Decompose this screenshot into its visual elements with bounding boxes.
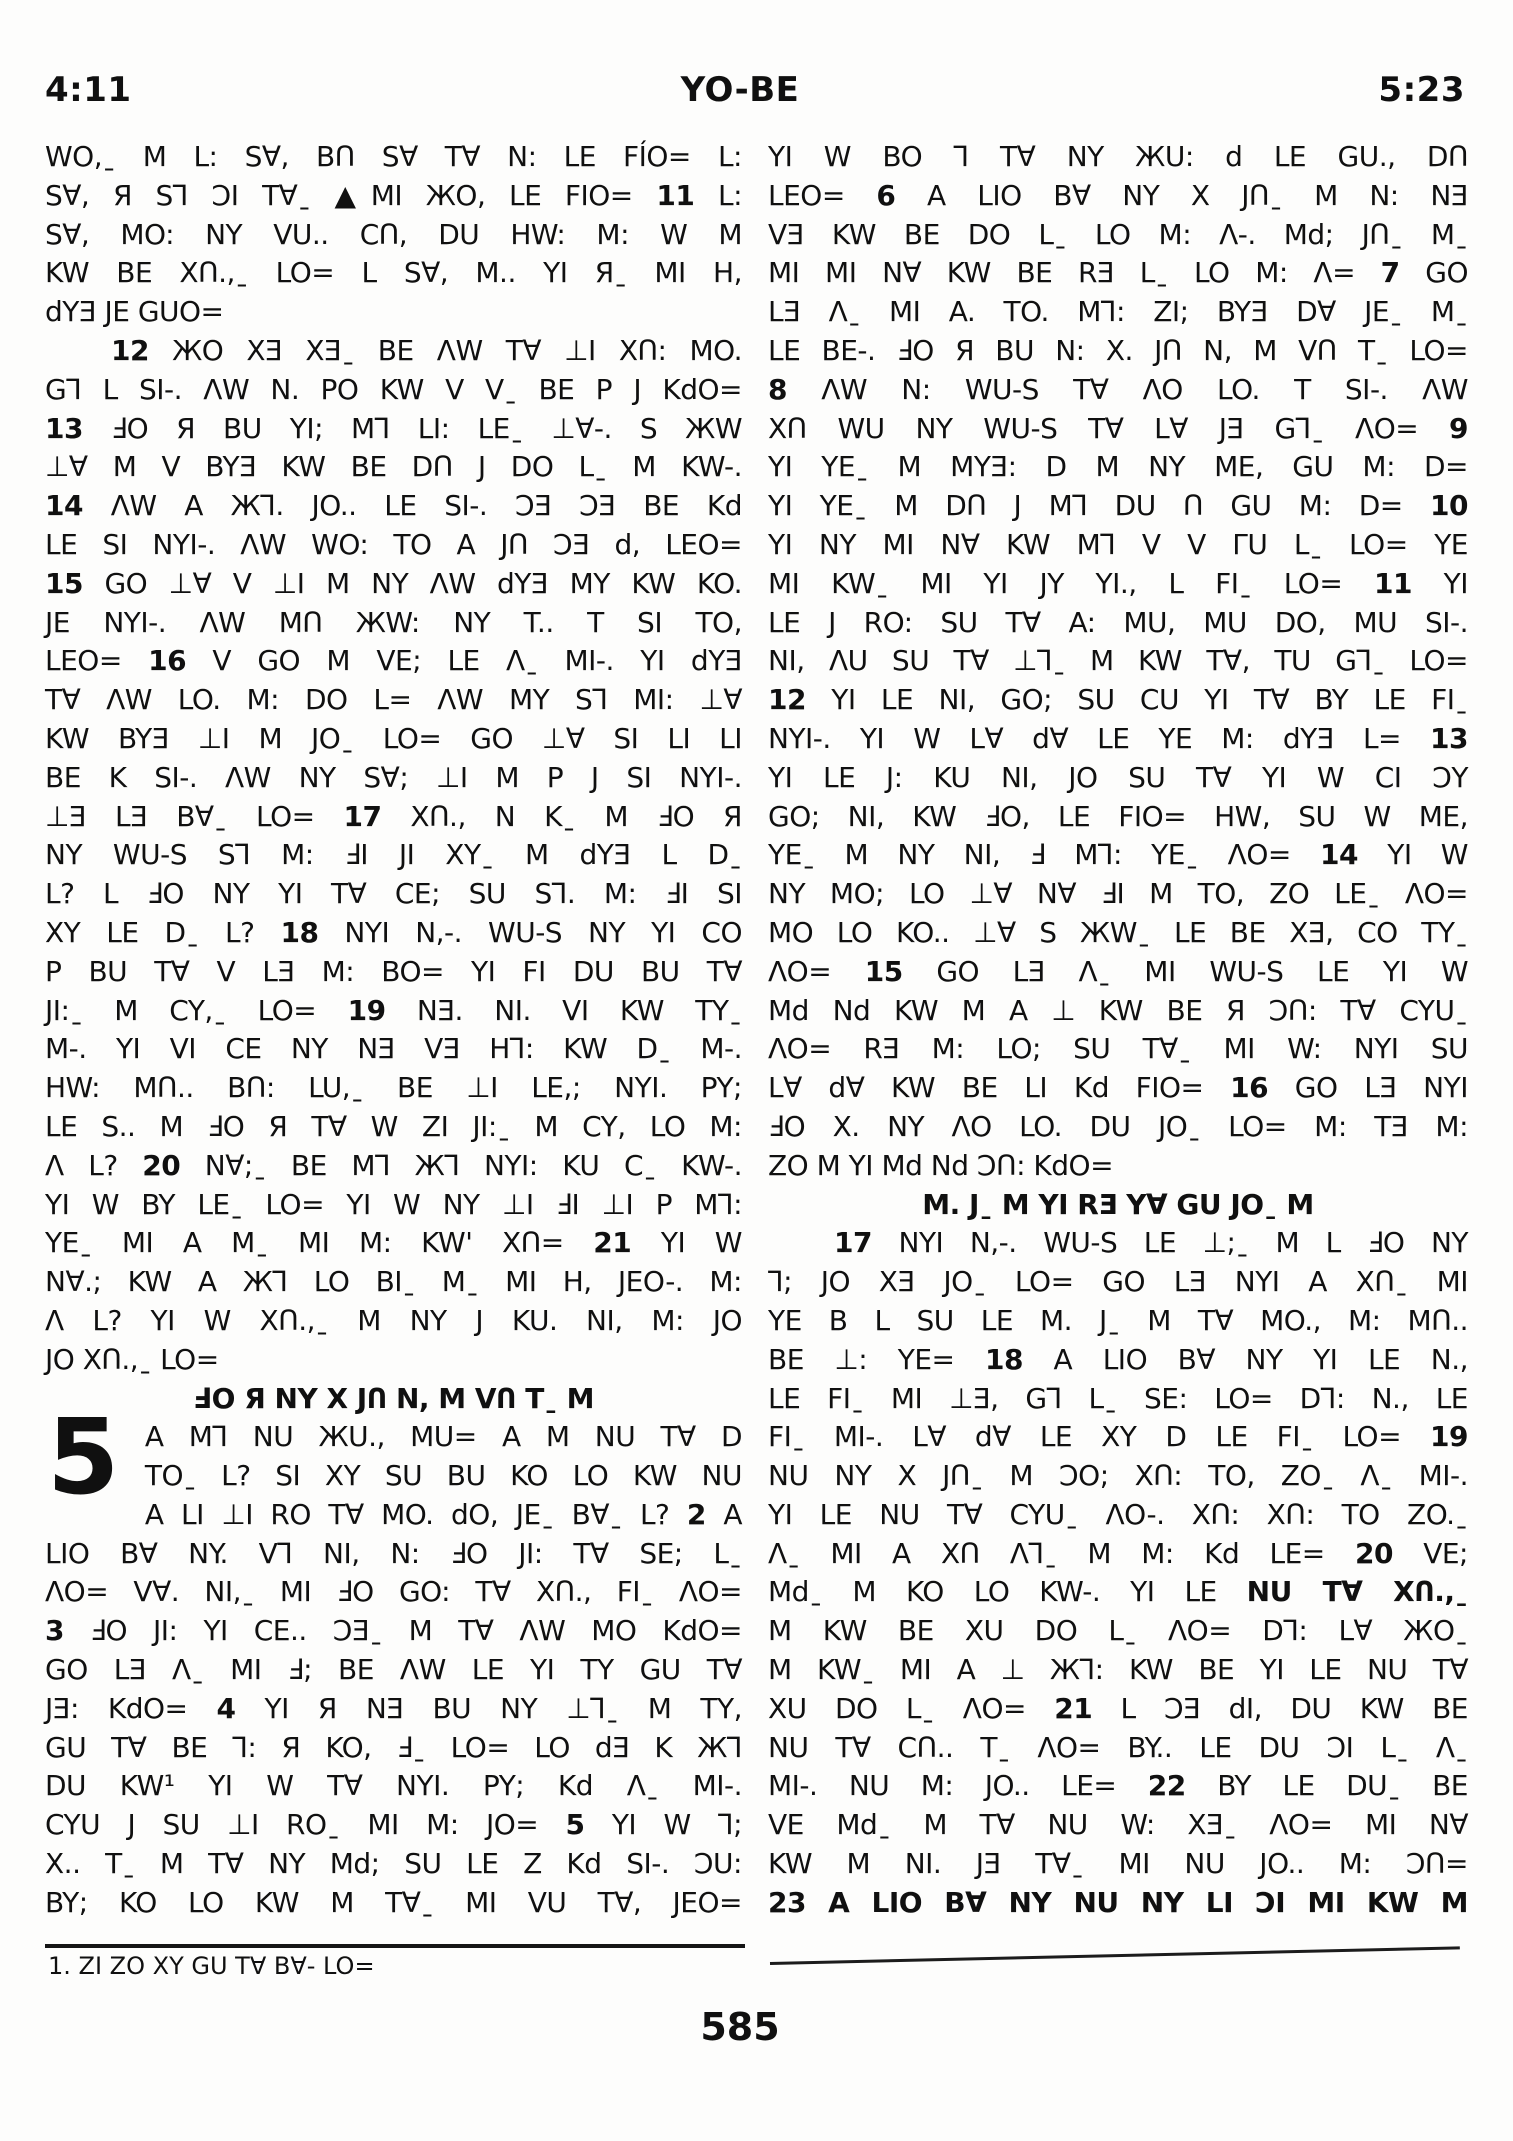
text-line: JƎ: KdO= 4 YI Я NƎ BU NY ⊥⅂ˍ M TY, <box>45 1691 742 1725</box>
text-column-right <box>768 138 1468 1923</box>
text-line: JI:ˍ M CY,ˍ LO= 19 NƎ. NI. VI KW TYˍ <box>45 993 743 1027</box>
text-line: 23 A LIO B∀ NY NU NY LI ƆI MI KW M <box>768 1885 1468 1919</box>
text-line: HW: MՈ.. BՈ: LU,ˍ BE ⊥I LE,; NYI. PY; <box>45 1071 742 1105</box>
text-line: NI, ΛU SU T∀ ⊥⅂ˍ M KW T∀, TU G⅂ˍ LO= <box>768 644 1468 678</box>
text-line: X.. Tˍ M T∀ NY Md; SU LE Z Kd SI-. ƆU: <box>45 1847 742 1881</box>
text-line: YI LE NU T∀ CYUˍ ΛO-. XՈ: XՈ: TO ZO.ˍ <box>768 1497 1468 1531</box>
text-line: Mdˍ M KO LO KW-. YI LE NU T∀ XՈ.,ˍ <box>768 1575 1468 1609</box>
text-line: BE ⊥: YE= 18 A LIO B∀ NY YI LE N., <box>768 1342 1468 1376</box>
text-line: JE NYI-. ΛW MՈ ЖW: NY T.. T SI TO, <box>45 605 742 639</box>
scan-artifact-line <box>770 1946 1460 1965</box>
section-heading: ℲO Я NY X JՈ N, M VՈ Tˍ M <box>193 1381 594 1415</box>
text-line: ⅂; JO XƎ JOˍ LO= GO LƎ NYI A XՈˍ MI <box>768 1265 1468 1299</box>
text-line: NU NY X JՈˍ M ƆO; XՈ: TO, ZOˍ Λˍ MI-. <box>768 1459 1468 1493</box>
text-line: GO LƎ Λˍ MI Ⅎ; BE ΛW LE YI TY GU T∀ <box>45 1653 742 1687</box>
text-line: G⅂ L SI-. ΛW N. PO KW V Vˍ BE P J KdO= <box>45 372 742 406</box>
text-line: M-. YI VI CE NY NƎ VƎ H⅂: KW Dˍ M-. <box>45 1032 742 1066</box>
text-line: ZO M YI Md Nd ƆՈ: KdO= <box>768 1148 1114 1182</box>
header-right-reference: 5:23 <box>1378 70 1465 110</box>
text-line: ⊥Ǝ LƎ B∀ˍ LO= 17 XՈ., N Kˍ M ℲO Я <box>45 799 742 833</box>
text-line: 8 ΛW N: WU-S T∀ ΛO LO. T SI-. ΛW <box>768 372 1468 406</box>
text-line: YI YEˍ M DՈ J M⅂ DU Ո GU M: D= 10 <box>768 489 1468 523</box>
text-line: BY; KO LO KW M T∀ˍ MI VU T∀, JEO= <box>45 1885 742 1919</box>
text-line: 12 ЖO XƎ XƎˍ BE ΛW T∀ ⊥I XՈ: MO. <box>111 333 742 367</box>
text-line: BE K SI-. ΛW NY S∀; ⊥I M P J SI NYI-. <box>45 760 742 794</box>
text-line: ΛO= RƎ M: LO; SU T∀ˍ MI W: NYI SU <box>768 1032 1468 1066</box>
text-line: MO LO KO.. ⊥∀ S ЖWˍ LE BE XƎ, CO TYˍ <box>768 915 1468 949</box>
text-line: NYI-. YI W L∀ d∀ LE YE M: dYƎ L= 13 <box>768 721 1468 755</box>
text-line: GU T∀ BE ⅂: Я KO, Ⅎˍ LO= LO dƎ K Ж⅂ <box>45 1730 742 1764</box>
text-line: T∀ ΛW LO. M: DO L= ΛW MY S⅂ MI: ⊥∀ <box>45 683 742 717</box>
text-line: 14 ΛW A Ж⅂. JO.. LE SI-. ƆƎ ƆƎ BE Kd <box>45 489 742 523</box>
text-line: MI-. NU M: JO.. LE= 22 BY LE DUˍ BE <box>768 1769 1468 1803</box>
text-line: KW BE XՈ.,ˍ LO= L S∀, M.. YI Яˍ MI H, <box>45 256 742 290</box>
text-line: ⊥∀ M V BYƎ KW BE DՈ J DO Lˍ M KW-. <box>45 450 742 484</box>
text-line: JO XՈ.,ˍ LO= <box>45 1342 219 1376</box>
text-line: NY WU-S S⅂ M: ℲI JI XYˍ M dYƎ L Dˍ <box>45 838 742 872</box>
text-line: S∀, Я S⅂ ƆI T∀ˍ ▲MI ЖO, LE FIO= 11 L: <box>45 178 742 212</box>
text-line: 13 ℲO Я BU YI; M⅂ LI: LEˍ ⊥∀-. S ЖW <box>45 411 742 445</box>
text-line: LE S.. M ℲO Я T∀ W ZI JI:ˍ M CY, LO M: <box>45 1109 742 1143</box>
footnote-rule <box>45 1944 745 1948</box>
text-line: DU KW¹ YI W T∀ NYI. PY; Kd Λˍ MI-. <box>45 1769 742 1803</box>
text-line: XՈ WU NY WU-S T∀ L∀ JƎ G⅂ˍ ΛO= 9 <box>768 411 1468 445</box>
text-line: Λˍ MI A XՈ Λ⅂ˍ M M: Kd LE= 20 VE; <box>768 1536 1468 1570</box>
text-line: YI YEˍ M MYƎ: D M NY ME, GU M: D= <box>768 450 1468 484</box>
text-line: Λ L? 20 N∀;ˍ BE M⅂ Ж⅂ NYI: KU Cˍ KW-. <box>45 1148 742 1182</box>
paragraph-block <box>45 138 742 332</box>
text-line: A M⅂ NU ЖU., MU= A M NU T∀ D <box>144 1420 742 1454</box>
text-line: VƎ KW BE DO Lˍ LO M: Λ-. Md; JՈˍ Mˍ <box>768 217 1468 251</box>
text-line: GO; NI, KW ℲO, LE FIO= HW, SU W ME, <box>768 799 1468 833</box>
text-line: NU T∀ CՈ.. Tˍ ΛO= BY.. LE DU ƆI Lˍ Λˍ <box>768 1730 1468 1764</box>
text-line: M KWˍ MI A ⊥ Ж⅂: KW BE YI LE NU T∀ <box>768 1653 1468 1687</box>
text-line: YE B L SU LE M. Jˍ M T∀ MO., M: MՈ.. <box>768 1303 1468 1337</box>
text-line: YI W BO ⅂ T∀ NY ЖU: d LE GU., DՈ <box>768 140 1468 173</box>
text-line: WO,ˍ M L: S∀, BՈ S∀ T∀ N: LE FÍO= L: <box>45 140 742 173</box>
text-line: LE J RO: SU T∀ A: MU, MU DO, MU SI-. <box>768 605 1468 639</box>
text-line: LEO= 16 V GO M VE; LE Λˍ MI-. YI dYƎ <box>45 644 742 678</box>
text-line: Md Nd KW M A ⊥ KW BE Я ƆՈ: T∀ CYUˍ <box>768 993 1468 1027</box>
text-line: ΛO= V∀. NI,ˍ MI ℲO GO: T∀ XՈ., FIˍ ΛO= <box>45 1575 742 1609</box>
text-line: P BU T∀ V LƎ M: BO= YI FI DU BU T∀ <box>45 954 742 988</box>
text-line: KW M NI. JƎ T∀ˍ MI NU JO.. M: ƆՈ= <box>768 1847 1468 1881</box>
text-line: YI NY MI N∀ KW M⅂ V V ΓU Lˍ LO= YE <box>768 527 1468 561</box>
text-line: CYU J SU ⊥I ROˍ MI M: JO= 5 YI W ⅂; <box>45 1808 743 1842</box>
text-line: LIO B∀ NY. V⅂ NI, N: ℲO JI: T∀ SE; Lˍ <box>45 1536 742 1570</box>
text-line: YI W BY LEˍ LO= YI W NY ⊥I ℲI ⊥I P M⅂: <box>45 1187 742 1221</box>
text-line: Λ L? YI W XՈ.,ˍ M NY J KU. NI, M: JO <box>45 1303 742 1337</box>
text-line: N∀.; KW A Ж⅂ LO BIˍ Mˍ MI H, JEO-. M: <box>45 1265 742 1299</box>
text-line: L∀ d∀ KW BE LI Kd FIO= 16 GO LƎ NYI <box>768 1071 1468 1105</box>
text-line: YEˍ M NY NI, Ⅎ M⅂: YEˍ ΛO= 14 YI W <box>768 838 1468 872</box>
text-column-left <box>45 138 742 1923</box>
text-line: 17 NYI N,-. WU-S LE ⊥;ˍ M L ℲO NY <box>834 1226 1468 1260</box>
text-line: ℲO X. NY ΛO LO. DU JOˍ LO= M: TƎ M: <box>768 1109 1468 1143</box>
text-line: 3 ℲO JI: YI CE.. ƆƎˍ M T∀ ΛW MO KdO= <box>45 1614 742 1648</box>
header-left-reference: 4:11 <box>45 70 132 110</box>
text-line: L? L ℲO NY YI T∀ CE; SU S⅂. M: ℲI SI <box>45 877 742 911</box>
text-line: XU DO Lˍ ΛO= 21 L ƆƎ dI, DU KW BE <box>768 1691 1468 1725</box>
text-line: LEO= 6 A LIO B∀ NY X JՈˍ M N: NƎ <box>768 178 1468 212</box>
paragraph-block <box>45 332 742 1380</box>
page-header <box>45 70 1465 114</box>
text-line: 12 YI LE NI, GO; SU CU YI T∀ BY LE FIˍ <box>768 683 1468 717</box>
text-line: A LI ⊥I RO T∀ MO. dO, JEˍ B∀ˍ L? 2 A <box>144 1497 742 1531</box>
text-line: NY MO; LO ⊥∀ N∀ ℲI M TO, ZO LEˍ ΛO= <box>768 877 1468 911</box>
text-line: YEˍ MI A Mˍ MI M: KW' XՈ= 21 YI W <box>45 1226 742 1260</box>
text-line: MI MI N∀ KW BE RƎ Lˍ LO M: Λ= 7 GO <box>768 256 1468 290</box>
text-line: YI LE J: KU NI, JO SU T∀ YI W CI ƆY <box>768 760 1468 794</box>
text-line: FIˍ MI-. L∀ d∀ LE XY D LE FIˍ LO= 19 <box>768 1420 1468 1454</box>
text-line: 15 GO ⊥∀ V ⊥I M NY ΛW dYƎ MY KW KO. <box>45 566 742 600</box>
text-line: dYƎ JE GUO= <box>45 295 224 329</box>
text-line: MI KWˍ MI YI JY YI., L FIˍ LO= 11 YI <box>768 566 1468 600</box>
book-title: YO-BE <box>680 70 800 110</box>
text-line: KW BYƎ ⊥I M JOˍ LO= GO ⊥∀ SI LI LI <box>45 721 742 755</box>
paragraph-block <box>768 138 1468 1186</box>
footnote: 1. ZI ZO XY GU T∀ B∀- LO= <box>48 1952 375 1980</box>
section-heading: M. Jˍ M YI RƎ Y∀ GU JOˍ M <box>922 1187 1314 1221</box>
text-line: S∀, MO: NY VU.. CՈ, DU HW: M: W M <box>45 217 742 251</box>
text-line: LE SI NYI-. ΛW WO: TO A JՈ ƆƎ d, LEO= <box>45 527 742 561</box>
chapter-drop-cap: 5 <box>47 1396 119 1519</box>
text-line: XY LE Dˍ L? 18 NYI N,-. WU-S NY YI CO <box>45 915 742 949</box>
text-line: LE BE-. ℲO Я BU N: X. JՈ N, M VՈ Tˍ LO= <box>768 333 1468 367</box>
paragraph-block <box>768 1224 1468 1922</box>
text-line: LE FIˍ MI ⊥Ǝ, G⅂ Lˍ SE: LO= D⅂: N., LE <box>768 1381 1468 1415</box>
text-line: ΛO= 15 GO LƎ Λˍ MI WU-S LE YI W <box>768 954 1468 988</box>
page-number: 585 <box>700 2005 780 2049</box>
text-line: TOˍ L? SI XY SU BU KO LO KW NU <box>144 1459 742 1493</box>
text-line: VE Mdˍ M T∀ NU W: XƎˍ ΛO= MI N∀ <box>768 1808 1468 1842</box>
text-line: LƎ Λˍ MI A. TO. M⅂: ZI; BYƎ D∀ JEˍ Mˍ <box>768 295 1468 329</box>
text-line: M KW BE XU DO Lˍ ΛO= D⅂: L∀ ЖOˍ <box>768 1614 1468 1648</box>
